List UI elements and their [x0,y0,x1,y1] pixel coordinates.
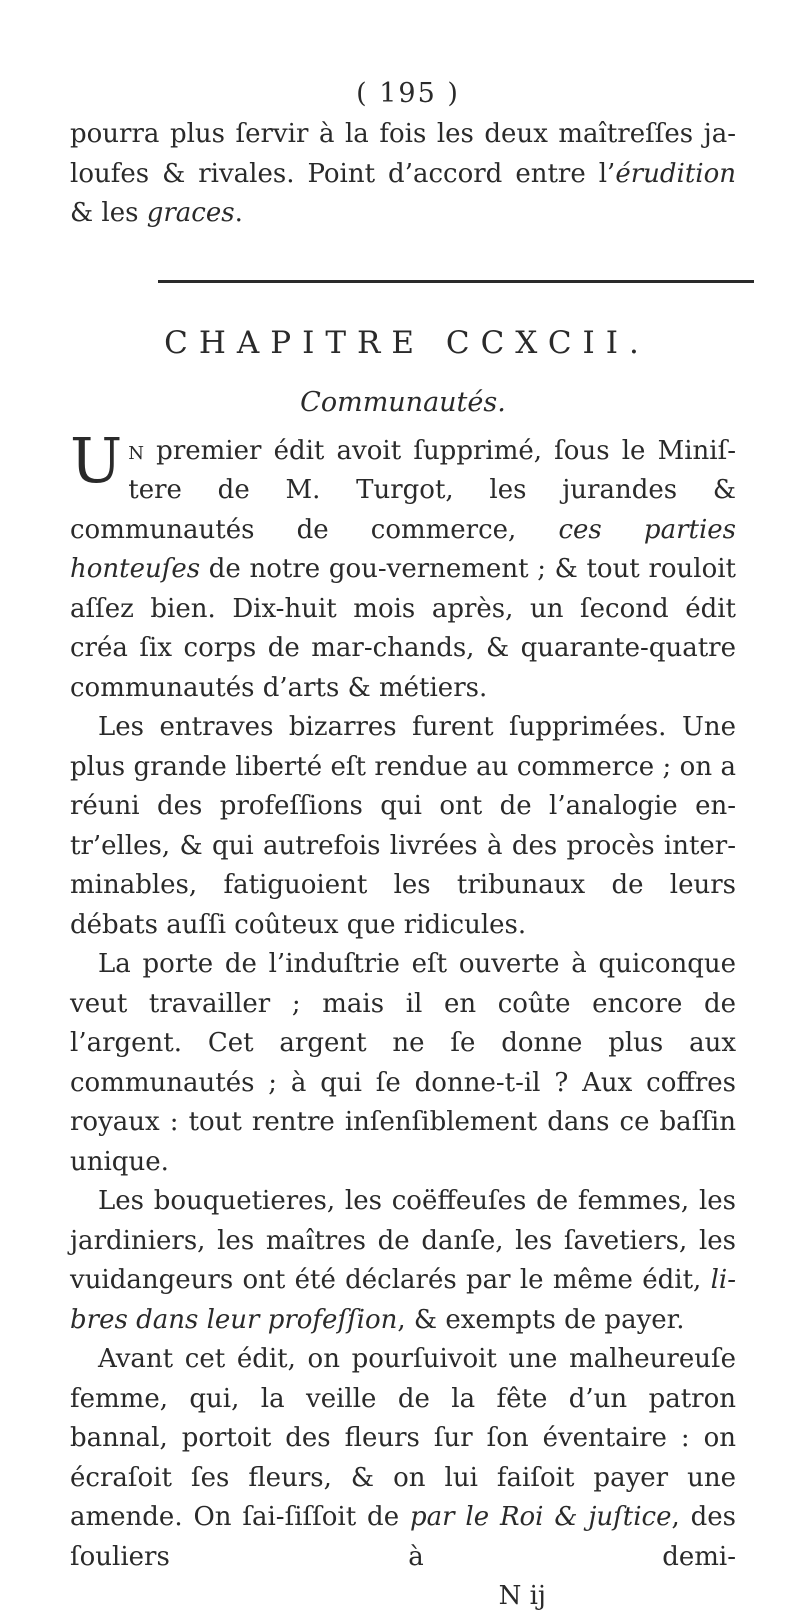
top-paragraph-text-2: & les [70,198,147,228]
paragraph-5-italic-1: par le Roi & juſtice [409,1502,672,1532]
top-paragraph [70,115,736,234]
chapter-title: CHAPITRE CCXCII. [164,324,650,361]
paragraph-1-smallcaps: n [128,435,145,466]
paragraph-4-text-1: Les bouquetieres, les coëffeuſes de femmes, les jardiniers, les maîtres de danſe, les ſavetiers, les vuidangeurs ont été déclarés par le même édit, [70,1186,736,1295]
top-paragraph-text-3: . [234,198,243,228]
paragraph-1-text-2: de notre gou-vernement ; & tout rouloit aſſez bien. Dix-huit mois après, un ſecond édit créa ſix corps de mar-chands, & quarante-quatre communautés d’arts & métiers. [70,554,736,703]
top-paragraph-italic-1: érudition [615,158,736,189]
top-paragraph-text-1: pourra plus ſervir à la fois les deux maîtreſſes ja-loufes & rivales. Point d’accord entre l’ [70,119,736,189]
paragraph-5 [70,1340,736,1577]
page-number: ( 195 ) [356,78,460,109]
paragraph-4 [70,1182,736,1340]
chapter-subtitle: Communautés. [300,386,506,418]
signature-mark: N ij [498,1581,546,1611]
paragraph-1 [70,423,736,709]
paragraph-4-italic-1: li-bres dans leur profeſſion [70,1265,736,1335]
paragraph-4-text-2: , & exempts de payer. [397,1304,685,1335]
paragraph-3: La porte de l’induſtrie eſt ouverte à quiconque veut travailler ; mais il en coûte encore de l’argent. Cet argent ne ſe donne plus aux communautés ; à qui ſe donne-t-il ? Aux coffres royaux : tout rentre inſenſiblement dans ce baſſin unique. [70,949,736,1177]
section-divider [158,280,754,283]
paragraph-5-text-1: Avant cet édit, on pourſuivoit une malheureuſe femme, qui, la veille de la fête d’un patron bannal, portoit des fleurs ſur ſon éventaire : on écraſoit ſes fleurs, & on lui faiſoit payer une amende. On ſai-ſiſſoit de [70,1344,736,1532]
paragraph-2: Les entraves bizarres furent ſupprimées. Une plus grande liberté eſt rendue au commerce ; on a réuni des profeſſions qui ont de l’analogie en-tr’elles, & qui autrefois livrées à des procès inter-minables, fatiguoient les tribunaux de leurs débats auſſi coûteux que ridicules. [70,712,736,940]
paragraph-1-text-1: premier édit avoit ſupprimé, ſous le Miniſ-tere de M. Turgot, les jurandes & communautés de commerce, [70,435,736,545]
top-paragraph-italic-2: graces [146,198,235,228]
drop-cap: U [70,423,123,497]
paragraph-5-text-2: , des ſouliers à demi- [70,1502,736,1572]
paragraph-1-italic-1: ces parties honteuſes [70,514,736,584]
